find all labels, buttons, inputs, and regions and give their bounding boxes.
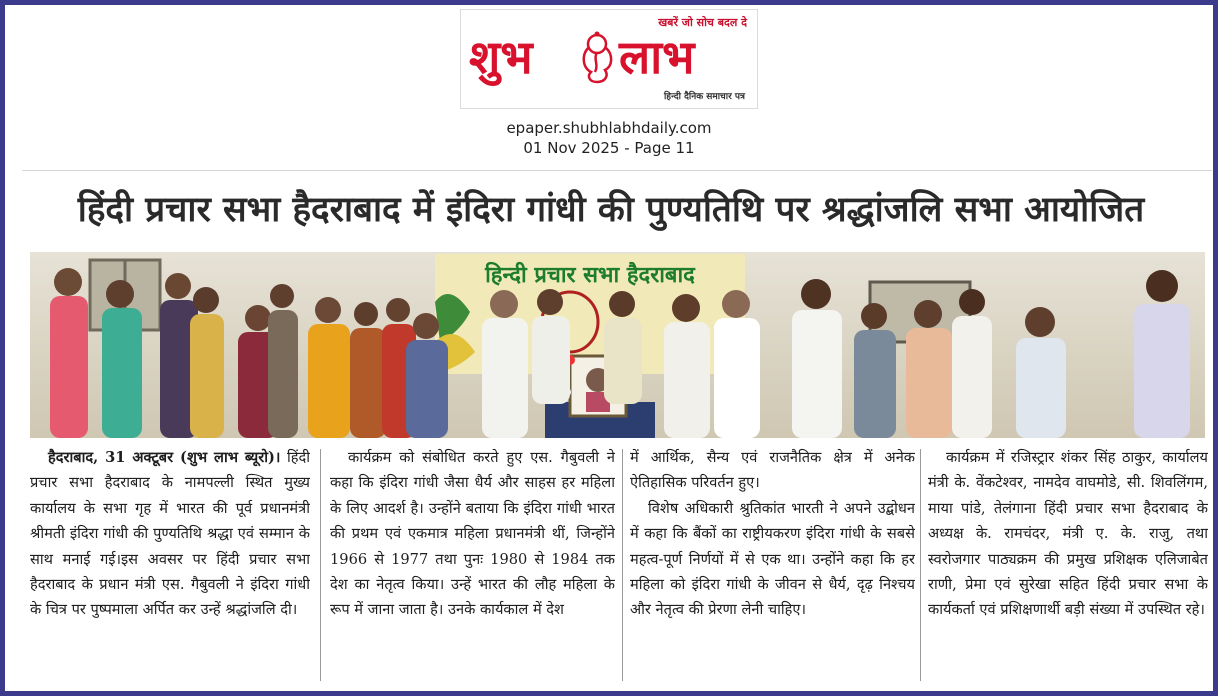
ganesha-emblem-icon xyxy=(575,30,619,86)
source-date-page: 01 Nov 2025 - Page 11 xyxy=(523,139,695,157)
masthead-tagline: खबरें जो सोच बदल दे xyxy=(658,16,747,29)
article-column-4 xyxy=(928,445,1208,683)
masthead-name-right: लाभ xyxy=(619,30,695,84)
article-dateline: हैदराबाद, 31 अक्टूबर (शुभ लाभ ब्यूरो)। xyxy=(48,449,281,466)
column-divider xyxy=(920,449,921,681)
masthead-subtitle: हिन्दी दैनिक समाचार पत्र xyxy=(663,92,745,102)
article-col3-para2: विशेष अधिकारी श्रुतिकांत भारती ने अपने उद्बोधन में कहा कि बैंकों का राष्ट्रीयकरण इंदिरा गांधी के सबसे महत्व-पूर्ण निर्णयों में से एक था। उन्होंने कहा कि हर महिला को इंदिरा गांधी के जीवन से धैर्य, दृढ़ निश्चय और नेतृत्व की प्रेरणा लेनी चाहिए। xyxy=(630,499,915,619)
article-col1-text: हिंदी प्रचार सभा हैदराबाद के नामपल्ली स्थित मुख्य कार्यालय के सभा गृह में भारत की पूर्व प्रधानमंत्री श्रीमती इंदिरा गांधी की पुण्यतिथि श्रद्धा एवं सम्मान के साथ मनाई गई।इस अवसर पर हिंदी प्रचार सभा हैदराबाद के प्रधान मंत्री एस. गैबुवली ने इंदिरा गांधी के चित्र पर पुष्पमाला अर्पित कर उन्हें श्रद्धांजलि दी। xyxy=(30,449,310,619)
masthead xyxy=(460,9,758,109)
source-url: epaper.shubhlabhdaily.com xyxy=(506,119,712,137)
article-column-2 xyxy=(330,445,615,683)
headline-bar xyxy=(22,170,1212,248)
event-group-photo xyxy=(30,252,1205,438)
column-divider xyxy=(622,449,623,681)
article-headline: हिंदी प्रचार सभा हैदराबाद में इंदिरा गांधी की पुण्यतिथि पर श्रद्धांजलि सभा आयोजित xyxy=(77,190,1145,230)
article-col4-text: कार्यक्रम में रजिस्ट्रार शंकर सिंह ठाकुर, कार्यालय मंत्री के. वेंकटेश्वर, नामदेव वाघमोडे, सी. शिवलिंगम, माया पांडे, तेलंगाना हिंदी प्रचार सभा हैदराबाद के अध्यक्ष के. रामचंदर, मंत्री ए. के. राजु, तथा स्वरोजगार पाठ्यक्रम की प्रमुख प्रशिक्षक एलिजाबेत राणी, प्रेमा एवं सुरेखा सहित हिंदी प्रचार सभा के कार्यकर्ता एवं प्रशिक्षणार्थी बड़ी संख्या में उपस्थित रहे। xyxy=(928,449,1208,619)
article-body xyxy=(30,445,1208,685)
article-column-1 xyxy=(30,445,310,683)
article-col2-text: कार्यक्रम को संबोधित करते हुए एस. गैबुवली ने कहा कि इंदिरा गांधी जैसा धैर्य और साहस हर महिला के लिए आदर्श है। उन्होंने बताया कि इंदिरा गांधी भारत की प्रथम एवं एकमात्र महिला प्रधानमंत्री थीं, जिन्होंने 1966 से 1977 तथा पुनः 1980 से 1984 तक देश का नेतृत्व किया। उन्हें भारत की लौह महिला के रूप में जाना जाता है। उनके कार्यकाल में देश xyxy=(330,449,615,619)
photo-banner-text: हिन्दी प्रचार सभा हैदराबाद xyxy=(485,263,695,288)
masthead-name-left: शुभ xyxy=(469,30,533,84)
article-column-3 xyxy=(630,445,915,683)
article-col3-para1: में आर्थिक, सैन्य एवं राजनैतिक क्षेत्र में अनेक ऐतिहासिक परिवर्तन हुए। xyxy=(630,449,915,492)
group-photo-illustration xyxy=(30,252,1205,438)
column-divider xyxy=(320,449,321,681)
